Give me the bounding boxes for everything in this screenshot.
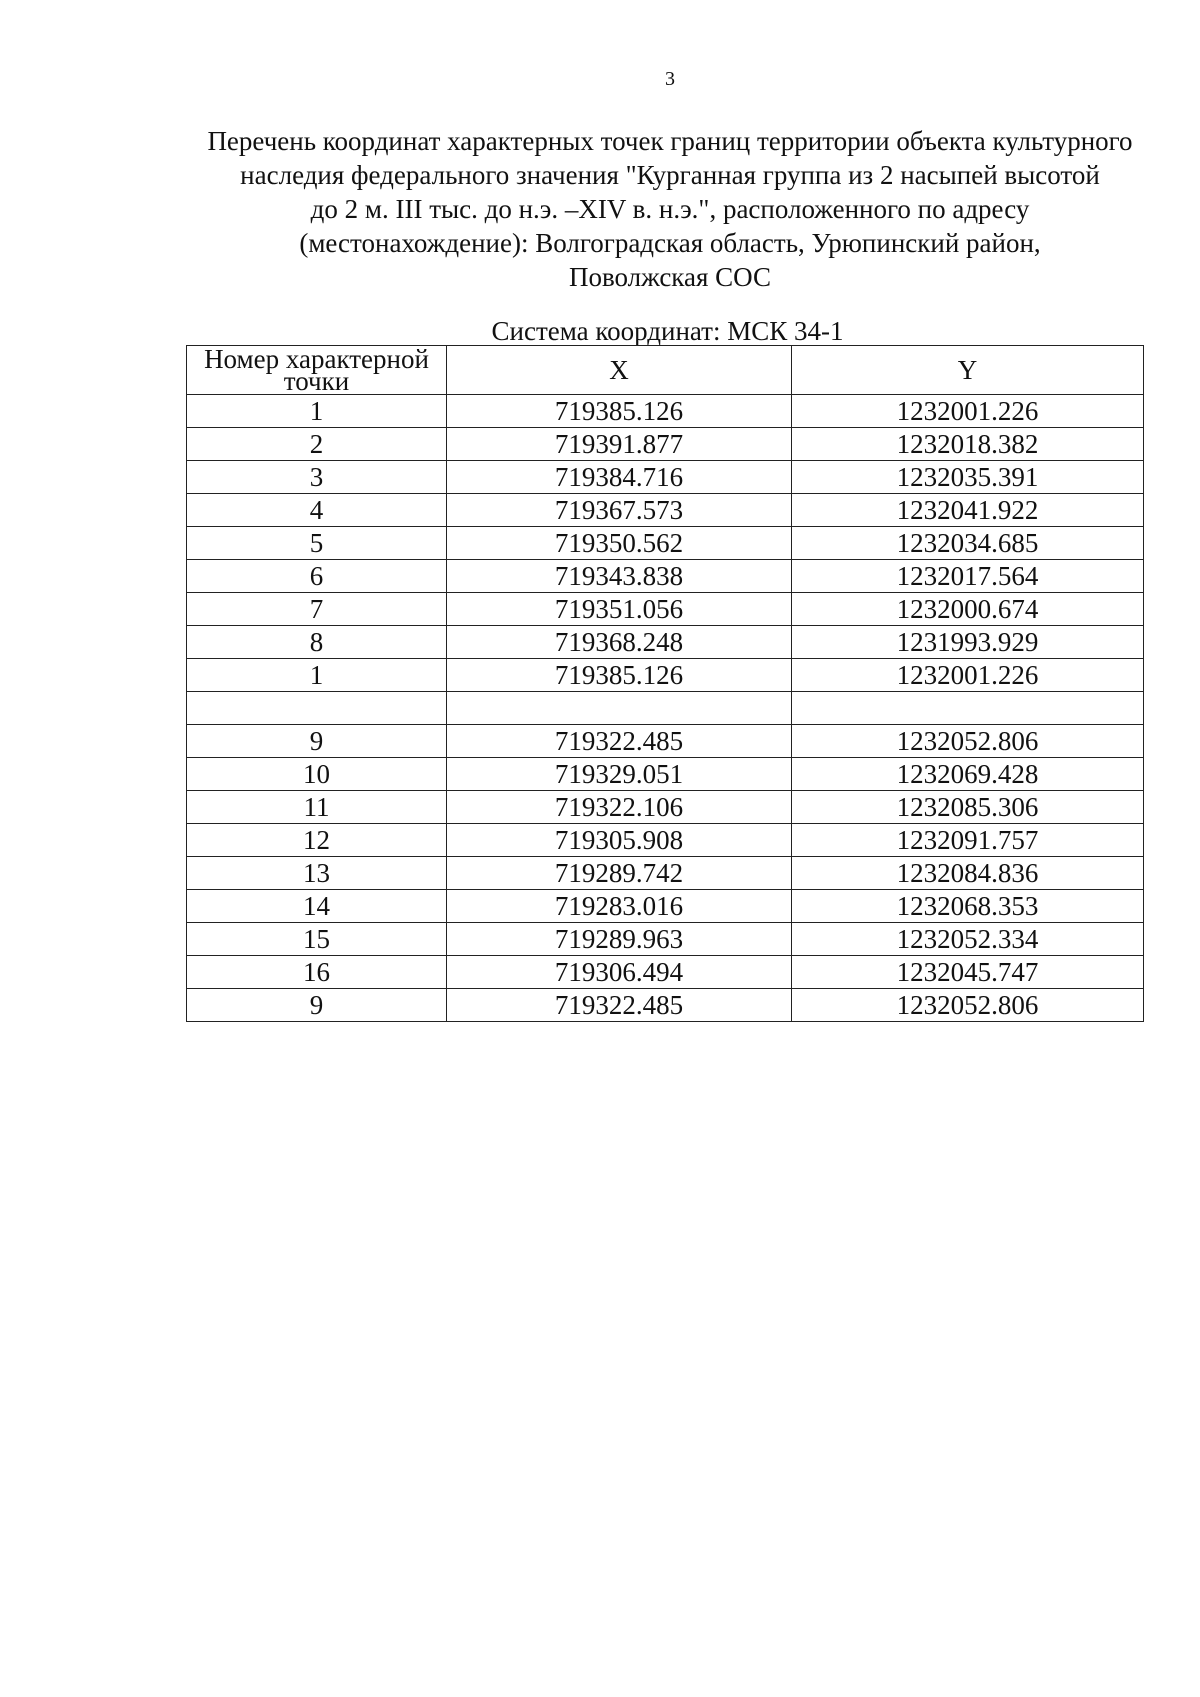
cell-point-number: 11 [187, 791, 447, 824]
title-line: (местонахождение): Волгоградская область, Урюпинский район, [299, 228, 1041, 258]
cell-x: 719289.742 [447, 857, 792, 890]
cell-y: 1231993.929 [792, 626, 1144, 659]
title-line: Поволжская СОС [568, 262, 772, 292]
document-title [170, 124, 1170, 294]
table-row [187, 725, 1144, 758]
cell-y: 1232052.806 [792, 725, 1144, 758]
cell-point-number: 4 [187, 494, 447, 527]
cell-point-number: 10 [187, 758, 447, 791]
cell-x: 719305.908 [447, 824, 792, 857]
cell-point-number: 13 [187, 857, 447, 890]
cell-point-number: 6 [187, 560, 447, 593]
header-x: X [447, 346, 792, 395]
cell-point-number: 3 [187, 461, 447, 494]
cell-x: 719391.877 [447, 428, 792, 461]
cell-x: 719322.485 [447, 989, 792, 1022]
table-row [187, 890, 1144, 923]
cell-y: 1232068.353 [792, 890, 1144, 923]
cell-y: 1232084.836 [792, 857, 1144, 890]
cell-y: 1232091.757 [792, 824, 1144, 857]
table-row [187, 395, 1144, 428]
cell-point-number: 1 [187, 659, 447, 692]
cell-point-number [187, 692, 447, 725]
cell-x: 719343.838 [447, 560, 792, 593]
cell-x: 719306.494 [447, 956, 792, 989]
cell-y: 1232001.226 [792, 395, 1144, 428]
cell-y: 1232085.306 [792, 791, 1144, 824]
table-row [187, 857, 1144, 890]
cell-x: 719385.126 [447, 659, 792, 692]
table-row [187, 560, 1144, 593]
cell-x: 719322.106 [447, 791, 792, 824]
header-y: Y [792, 346, 1144, 395]
table-row [187, 494, 1144, 527]
table-row [187, 461, 1144, 494]
cell-point-number: 14 [187, 890, 447, 923]
cell-point-number: 9 [187, 989, 447, 1022]
title-line: до 2 м. III тыс. до н.э. –XIV в. н.э.", расположенного по адресу [310, 194, 1030, 224]
table-row [187, 956, 1144, 989]
cell-y: 1232041.922 [792, 494, 1144, 527]
table-row [187, 626, 1144, 659]
table-row [187, 989, 1144, 1022]
cell-point-number: 7 [187, 593, 447, 626]
table-row [187, 593, 1144, 626]
cell-point-number: 8 [187, 626, 447, 659]
cell-point-number: 1 [187, 395, 447, 428]
cell-y: 1232000.674 [792, 593, 1144, 626]
cell-point-number: 12 [187, 824, 447, 857]
cell-y: 1232018.382 [792, 428, 1144, 461]
cell-y: 1232001.226 [792, 659, 1144, 692]
table-row [187, 527, 1144, 560]
cell-x: 719329.051 [447, 758, 792, 791]
cell-y: 1232052.334 [792, 923, 1144, 956]
cell-point-number: 15 [187, 923, 447, 956]
cell-x: 719351.056 [447, 593, 792, 626]
table-row [187, 659, 1144, 692]
coordinates-table [186, 345, 1144, 1022]
table-row [187, 758, 1144, 791]
table-row [187, 824, 1144, 857]
table-row [187, 923, 1144, 956]
cell-y [792, 692, 1144, 725]
cell-x: 719289.963 [447, 923, 792, 956]
cell-x: 719283.016 [447, 890, 792, 923]
cell-y: 1232035.391 [792, 461, 1144, 494]
table-header-row [187, 346, 1144, 395]
cell-point-number: 16 [187, 956, 447, 989]
cell-y: 1232052.806 [792, 989, 1144, 1022]
cell-y: 1232069.428 [792, 758, 1144, 791]
table-row [187, 791, 1144, 824]
cell-x: 719322.485 [447, 725, 792, 758]
cell-y: 1232045.747 [792, 956, 1144, 989]
cell-x [447, 692, 792, 725]
coordinate-system-caption: Система координат: МСК 34-1 [491, 316, 844, 346]
cell-y: 1232017.564 [792, 560, 1144, 593]
table-row [187, 692, 1144, 725]
cell-point-number: 5 [187, 527, 447, 560]
cell-x: 719368.248 [447, 626, 792, 659]
table-body [187, 395, 1144, 1022]
cell-x: 719384.716 [447, 461, 792, 494]
title-line: наследия федерального значения "Курганная группа из 2 насыпей высотой [240, 160, 1100, 190]
cell-point-number: 2 [187, 428, 447, 461]
header-point-number: Номер характерной точки [187, 346, 447, 395]
cell-x: 719350.562 [447, 527, 792, 560]
cell-point-number: 9 [187, 725, 447, 758]
title-line: Перечень координат характерных точек границ территории объекта культурного [207, 126, 1133, 156]
table-row [187, 428, 1144, 461]
cell-x: 719367.573 [447, 494, 792, 527]
page-number: 3 [665, 68, 675, 90]
cell-y: 1232034.685 [792, 527, 1144, 560]
cell-x: 719385.126 [447, 395, 792, 428]
